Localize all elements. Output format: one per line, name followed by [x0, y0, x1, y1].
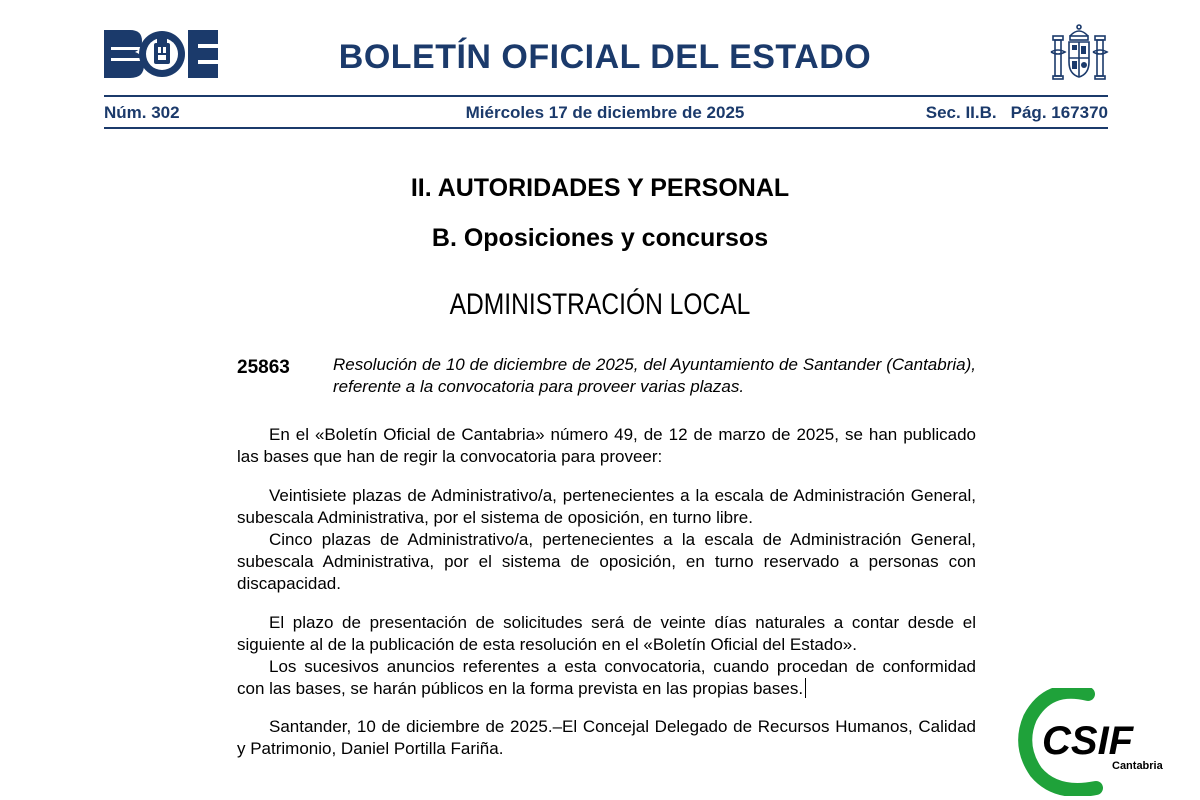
paragraph: Veintisiete plazas de Administrativo/a, pertenecientes a la escala de Administración General, subescala Administrativa, por el sistema de oposición, en turno libre. — [237, 486, 976, 527]
entry-number: 25863 — [237, 357, 290, 378]
body-block-2 — [237, 485, 976, 595]
administration-heading: ADMINISTRACIÓN LOCAL — [449, 288, 751, 321]
boe-logo — [104, 30, 218, 78]
body-block-3 — [237, 612, 976, 700]
signature-paragraph: Santander, 10 de diciembre de 2025.–El Concejal Delegado de Recursos Humanos, Calidad y Patrimonio, Daniel Portilla Fariña. — [237, 717, 976, 758]
bulletin-number: Núm. 302 — [104, 103, 180, 122]
header-rule-bottom — [104, 127, 1108, 129]
paragraph — [237, 656, 976, 700]
csif-logo — [1018, 688, 1182, 796]
section-heading: II. AUTORIDADES Y PERSONAL — [410, 174, 790, 202]
text-cursor — [805, 678, 806, 698]
csif-region: Cantabria — [1112, 760, 1163, 772]
header-rule-top — [104, 95, 1108, 97]
subsection-heading: B. Oposiciones y concursos — [431, 224, 769, 252]
entry-title: Resolución de 10 de diciembre de 2025, del Ayuntamiento de Santander (Cantabria), referente a la convocatoria para proveer varias plazas. — [333, 355, 976, 396]
paragraph: El plazo de presentación de solicitudes será de veinte días naturales a contar desde el siguiente al de la publicación de esta resolución en el «Boletín Oficial del Estado». — [237, 613, 976, 654]
body-block-4 — [237, 716, 976, 760]
bulletin-title: BOLETÍN OFICIAL DEL ESTADO — [338, 38, 872, 76]
body-block-1 — [237, 424, 976, 468]
paragraph-text: Los sucesivos anuncios referentes a esta convocatoria, cuando procedan de conformidad con las bases, se harán públicos en la forma prevista en las propias bases. — [237, 657, 976, 698]
paragraph: Cinco plazas de Administrativo/a, pertenecientes a la escala de Administración General, subescala Administrativa, por el sistema de oposición, en turno reservado a personas con discapacidad. — [237, 530, 976, 593]
svg-text:CSIF: CSIF — [1042, 719, 1134, 763]
section-page-info — [926, 103, 1108, 123]
coat-of-arms-icon — [1048, 22, 1110, 84]
page-number: Pág. 167370 — [1010, 103, 1108, 122]
bulletin-date: Miércoles 17 de diciembre de 2025 — [465, 103, 745, 122]
paragraph: En el «Boletín Oficial de Cantabria» número 49, de 12 de marzo de 2025, se han publicado las bases que han de regir la convocatoria para proveer: — [237, 425, 976, 466]
section-code: Sec. II.B. — [925, 103, 997, 122]
